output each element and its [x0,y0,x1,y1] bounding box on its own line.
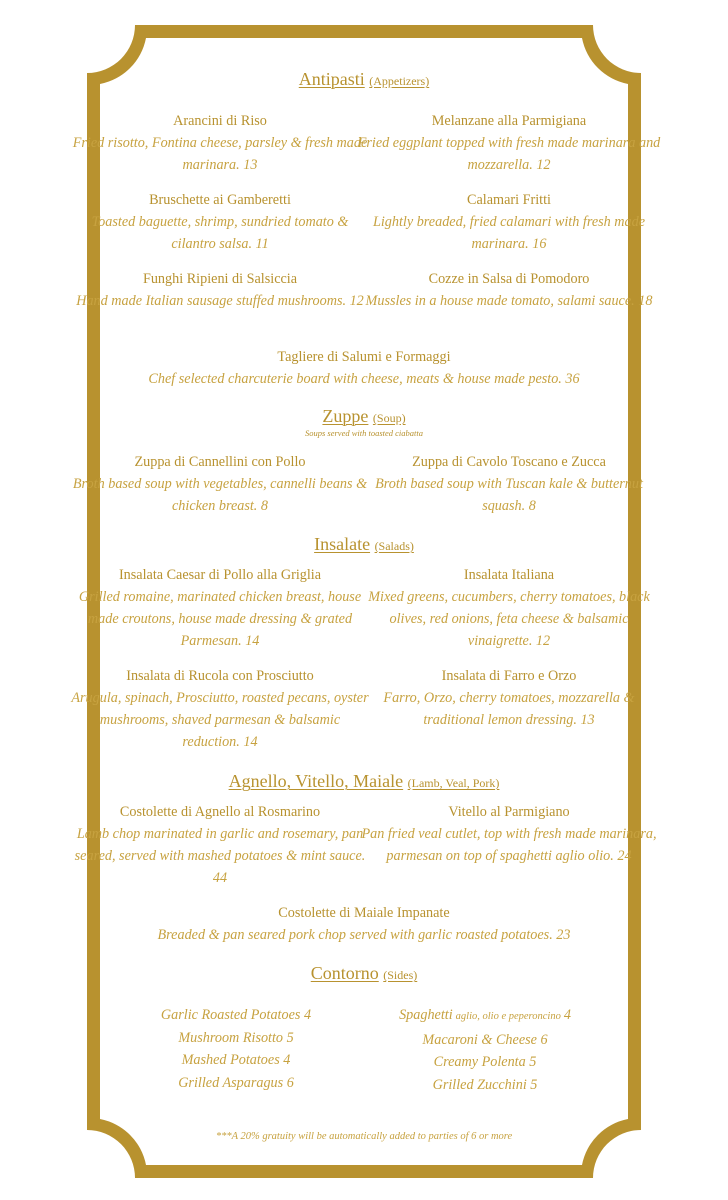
menu-item [356,801,662,867]
section-title-carni [70,770,658,794]
section-title-insalate [70,533,658,557]
item-description: Mussles in a house made tomato, salami sauce. 18 [365,293,653,309]
sides-list-left [116,1004,356,1094]
side-item: Creamy Polenta 5 [433,1054,537,1070]
side-item-spaghetti [360,1004,610,1029]
section-heading: Agnello, Vitello, Maiale [228,771,404,791]
section-title-zuppe [70,405,658,429]
item-name: Insalata di Rucola con Prosciutto [126,668,314,684]
item-name: Funghi Ripieni di Salsiccia [142,271,298,287]
menu-item [70,665,370,753]
item-description: Lightly breaded, fried calamari with fresh made marinara. 16 [372,214,646,252]
item-description: Broth based soup with vegetables, cannelli beans & chicken breast. 8 [72,476,368,514]
side-item: Mashed Potatoes 4 [181,1052,291,1068]
item-name: Insalata di Farro e Orzo [441,668,577,684]
item-name: Costolette di Maiale Impanate [278,905,450,921]
item-name: Zuppa di Cavolo Toscano e Zucca [412,454,606,470]
item-description: Lamb chop marinated in garlic and rosemary, pan seared, served with mashed potatoes & mint sauce. 44 [74,826,366,886]
side-item: Mushroom Risotto 5 [178,1029,294,1046]
side-item: Macaroni & Cheese 6 [422,1031,548,1048]
item-description: Arugula, spinach, Prosciutto, roasted pecans, oyster mushrooms, shaved parmesan & balsamic reduction. 14 [71,690,369,750]
side-item-name: Spaghetti [399,1007,453,1023]
sides-list-right [360,1004,610,1096]
menu-item [356,451,662,517]
item-description: Breaded & pan seared pork chop served with garlic roasted potatoes. 23 [157,927,571,943]
side-item-price: 4 [563,1007,571,1023]
menu-item [70,801,370,889]
item-name: Bruschette ai Gamberetti [149,192,291,208]
item-description: Pan fried veal cutlet, top with fresh made marinara, parmesan on top of spaghetti aglio olio. 24 [361,826,657,864]
item-description: Hand made Italian sausage stuffed mushrooms. 12 [76,293,364,309]
item-name: Arancini di Riso [173,113,267,129]
item-name: Cozze in Salsa di Pomodoro [428,271,590,287]
menu-item [356,110,662,176]
section-note: Soups served with toasted ciabatta [304,428,424,438]
side-item: Grilled Zucchini 5 [432,1076,538,1093]
menu-item [70,189,370,255]
gratuity-note: ***A 20% gratuity will be automatically added to parties of 6 or more [215,1131,513,1142]
item-name: Insalata Caesar di Pollo alla Griglia [118,567,322,583]
menu-item [70,902,658,946]
item-description: Fried risotto, Fontina cheese, parsley & fresh made marinara. 13 [72,135,368,173]
section-subheading: (Appetizers) [369,74,430,88]
section-subheading: (Salads) [374,539,414,553]
item-description: Grilled romaine, marinated chicken breast, house made croutons, house made dressing & grated Parmesan. 14 [78,589,362,649]
item-description: Broth based soup with Tuscan kale & butternut squash. 8 [375,476,643,514]
side-item: Garlic Roasted Potatoes 4 [160,1007,312,1023]
menu-item [356,665,662,731]
side-item-detail: aglio, olio e peperoncino [455,1011,561,1022]
section-title-contorno [70,962,658,986]
menu-item [356,189,662,255]
item-description: Mixed greens, cucumbers, cherry tomatoes, black olives, red onions, feta cheese & balsamic vinaigrette. 12 [368,589,650,649]
menu-item [356,564,662,652]
menu-item [70,564,370,652]
item-name: Calamari Fritti [467,192,551,208]
menu-item [356,268,662,312]
menu-item [70,451,370,517]
section-heading: Zuppe [322,406,369,426]
menu-item [70,110,370,176]
section-subheading: (Lamb, Veal, Pork) [407,776,500,790]
item-name: Costolette di Agnello al Rosmarino [119,804,321,820]
item-description: Chef selected charcuterie board with cheese, meats & house made pesto. 36 [148,371,580,387]
menu-content [70,0,661,1200]
section-heading: Contorno [310,963,379,983]
item-name: Tagliere di Salumi e Formaggi [277,349,451,365]
section-heading: Insalate [314,534,371,554]
item-description: Toasted baguette, shrimp, sundried tomato & cilantro salsa. 11 [91,214,349,252]
menu-item [70,268,370,312]
item-name: Vitello al Parmigiano [448,804,570,820]
section-subheading: (Sides) [383,968,418,982]
section-title-antipasti [70,68,658,92]
item-name: Insalata Italiana [463,567,555,583]
section-subheading: (Soup) [372,411,406,425]
item-name: Zuppa di Cannellini con Pollo [134,454,306,470]
item-description: Fried eggplant topped with fresh made marinara and mozzarella. 12 [357,135,661,173]
item-description: Farro, Orzo, cherry tomatoes, mozzarella & traditional lemon dressing. 13 [383,690,635,728]
section-heading: Antipasti [298,69,365,89]
item-name: Melanzane alla Parmigiana [431,113,587,129]
side-item: Grilled Asparagus 6 [178,1074,294,1091]
menu-item [70,346,658,390]
